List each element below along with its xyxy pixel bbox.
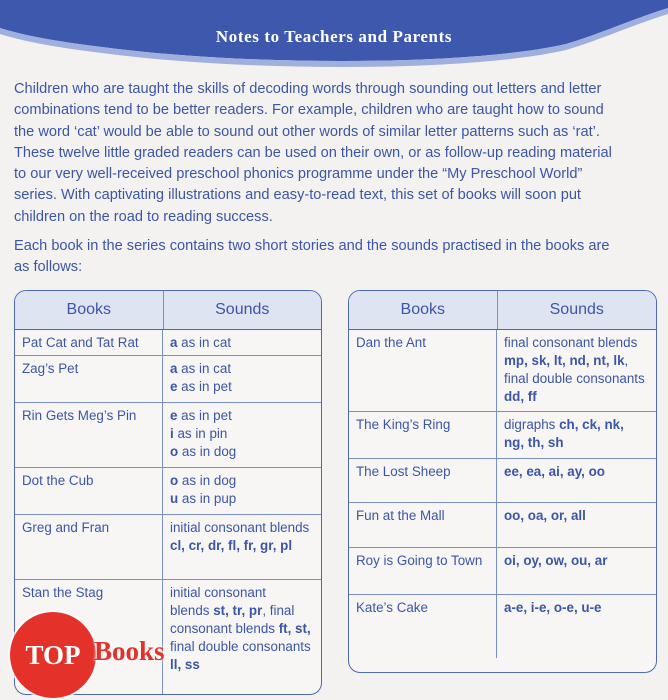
intro-line: Children who are taught the skills of decoding words through sounding out letters and letter xyxy=(14,81,602,97)
sound-line xyxy=(170,519,315,537)
sound-line xyxy=(170,584,315,602)
sounds-cell xyxy=(497,595,656,658)
intro-paragraph xyxy=(14,79,659,228)
sound-pattern: mp, sk, lt, nd, nt, lk xyxy=(504,353,625,368)
sound-line xyxy=(504,552,650,570)
book-title-cell: Rin Gets Meg’s Pin xyxy=(15,403,163,467)
sound-pattern: dd, ff xyxy=(504,389,537,404)
sound-pattern: ee, ea, ai, ay, oo xyxy=(504,464,605,479)
sound-pattern: i xyxy=(170,426,174,441)
sound-line xyxy=(170,407,315,425)
table-row xyxy=(349,459,656,503)
topbooks-watermark-logo xyxy=(10,612,180,692)
table-row xyxy=(15,515,321,580)
intro-line: series. With captivating illustrations and easy-to-read text, this set of books will soon put xyxy=(14,187,581,204)
sound-pattern: o xyxy=(170,444,179,459)
sound-line xyxy=(170,425,315,443)
sounds-column-header: Sounds xyxy=(215,301,270,318)
lead-line: Each book in the series contains two short stories and the sounds practised in the books are xyxy=(14,238,610,254)
book-title-cell: Zag’s Pet xyxy=(15,356,163,402)
sound-line xyxy=(504,334,650,352)
sound-line xyxy=(170,443,315,461)
sound-text: final consonant blends xyxy=(504,335,638,350)
sounds-cell xyxy=(163,330,321,355)
sounds-cell xyxy=(497,330,656,411)
table-header xyxy=(349,291,656,330)
book-title-cell: Pat Cat and Tat Rat xyxy=(15,330,163,355)
books-table-right xyxy=(348,290,657,673)
sound-line xyxy=(170,472,315,490)
sound-line xyxy=(504,416,650,434)
sound-pattern: a-e, i-e, o-e, u-e xyxy=(504,600,602,615)
book-title-cell: The King’s Ring xyxy=(349,412,497,458)
table-row xyxy=(349,330,656,412)
table-row xyxy=(15,330,321,356)
sound-pattern: a xyxy=(170,361,178,376)
sound-pattern: o xyxy=(170,473,179,488)
sound-text: , xyxy=(624,353,629,368)
book-title-cell: Fun at the Mall xyxy=(349,503,497,547)
sound-text: as in cat xyxy=(177,361,232,376)
book-title-cell: Dan the Ant xyxy=(349,330,497,411)
sound-text: consonant blends xyxy=(170,621,279,636)
sounds-cell xyxy=(163,403,321,467)
page-title: Notes to Teachers and Parents xyxy=(215,27,453,46)
sound-line xyxy=(170,537,315,555)
sound-pattern: cl, cr, dr, fl, fr, gr, pl xyxy=(170,538,293,553)
book-title-cell: Kate’s Cake xyxy=(349,595,497,658)
book-title-cell: The Lost Sheep xyxy=(349,459,497,502)
intro-line: to our very well-received preschool phonics programme under the “My Preschool World” xyxy=(14,166,583,183)
sound-text: as in cat xyxy=(177,335,232,350)
sound-text: as in pin xyxy=(173,426,228,441)
sound-line xyxy=(170,490,315,508)
lead-line: as follows: xyxy=(14,259,83,276)
sound-text: as in pet xyxy=(177,408,232,423)
sound-text: as in dog xyxy=(178,473,237,488)
sound-line xyxy=(170,656,315,674)
sound-pattern: ng, th, sh xyxy=(504,435,564,450)
lead-paragraph xyxy=(14,236,659,279)
sound-line xyxy=(170,360,315,378)
sound-text: as in dog xyxy=(178,444,237,459)
sound-line xyxy=(504,463,650,481)
book-title-cell: Greg and Fran xyxy=(15,515,163,579)
sound-text: as in pup xyxy=(178,491,237,506)
table-row xyxy=(349,548,656,595)
book-title-cell: Dot the Cub xyxy=(15,468,163,514)
sound-pattern: e xyxy=(170,408,178,423)
sound-pattern: st, tr, pr xyxy=(213,603,263,618)
sound-line xyxy=(504,507,650,525)
sound-pattern: oo, oa, or, all xyxy=(504,508,586,523)
sound-line xyxy=(170,620,315,638)
header-banner xyxy=(0,0,668,70)
sound-line xyxy=(504,352,650,370)
sound-pattern: ch, ck, nk, xyxy=(559,417,624,432)
sound-pattern: u xyxy=(170,491,179,506)
sound-pattern: ll, ss xyxy=(170,657,200,672)
intro-line: the word ‘cat’ would be able to sound out other words of similar letter patterns such as ‘rat’. xyxy=(14,123,600,140)
sounds-cell xyxy=(163,468,321,514)
sound-text: digraphs xyxy=(504,417,560,432)
sound-line xyxy=(170,334,315,352)
sound-line xyxy=(170,378,315,396)
table-row xyxy=(349,412,656,459)
sound-pattern: oi, oy, ow, ou, ar xyxy=(504,553,608,568)
sounds-cell xyxy=(497,459,656,502)
sounds-cell xyxy=(497,412,656,458)
sound-text: , final xyxy=(262,603,295,618)
sound-pattern: ft, st, xyxy=(278,621,311,636)
sound-line xyxy=(170,638,315,656)
table-row xyxy=(349,503,656,548)
sound-text: as in pet xyxy=(177,379,232,394)
table-row xyxy=(15,356,321,403)
logo-wordmark: Books xyxy=(94,636,165,666)
logo-badge: TOP xyxy=(10,612,96,698)
table-body xyxy=(349,330,656,658)
sound-text: initial consonant blends xyxy=(170,520,310,535)
table-row xyxy=(349,595,656,658)
sound-line xyxy=(504,370,650,388)
sound-line xyxy=(504,599,650,617)
sounds-cell xyxy=(497,503,656,547)
sounds-cell xyxy=(163,580,321,695)
sound-text: final double consonants xyxy=(170,639,311,654)
sound-pattern: a xyxy=(170,335,178,350)
intro-line: These twelve little graded readers can be used on their own, or as follow-up reading material xyxy=(14,144,612,161)
sound-line xyxy=(504,388,650,406)
sound-line xyxy=(504,434,650,452)
table-header xyxy=(15,291,321,330)
sounds-cell xyxy=(497,548,656,594)
sound-text: blends xyxy=(170,603,214,618)
table-row xyxy=(15,468,321,515)
sound-text: initial consonant xyxy=(170,585,267,600)
sound-pattern: e xyxy=(170,379,178,394)
intro-line: combinations tend to be better readers. For example, children who are taught how to sound xyxy=(14,102,604,119)
book-title-cell: Stan the Stag xyxy=(15,580,163,695)
books-column-header: Books xyxy=(15,291,164,329)
table-row xyxy=(15,403,321,468)
sounds-column-header: Sounds xyxy=(549,301,604,318)
sounds-cell xyxy=(163,515,321,579)
book-title-cell: Roy is Going to Town xyxy=(349,548,497,594)
intro-line: children on the road to reading success. xyxy=(14,208,273,225)
sound-text: final double consonants xyxy=(504,371,645,386)
sound-line xyxy=(170,602,315,620)
books-column-header: Books xyxy=(349,291,498,329)
sounds-cell xyxy=(163,356,321,402)
